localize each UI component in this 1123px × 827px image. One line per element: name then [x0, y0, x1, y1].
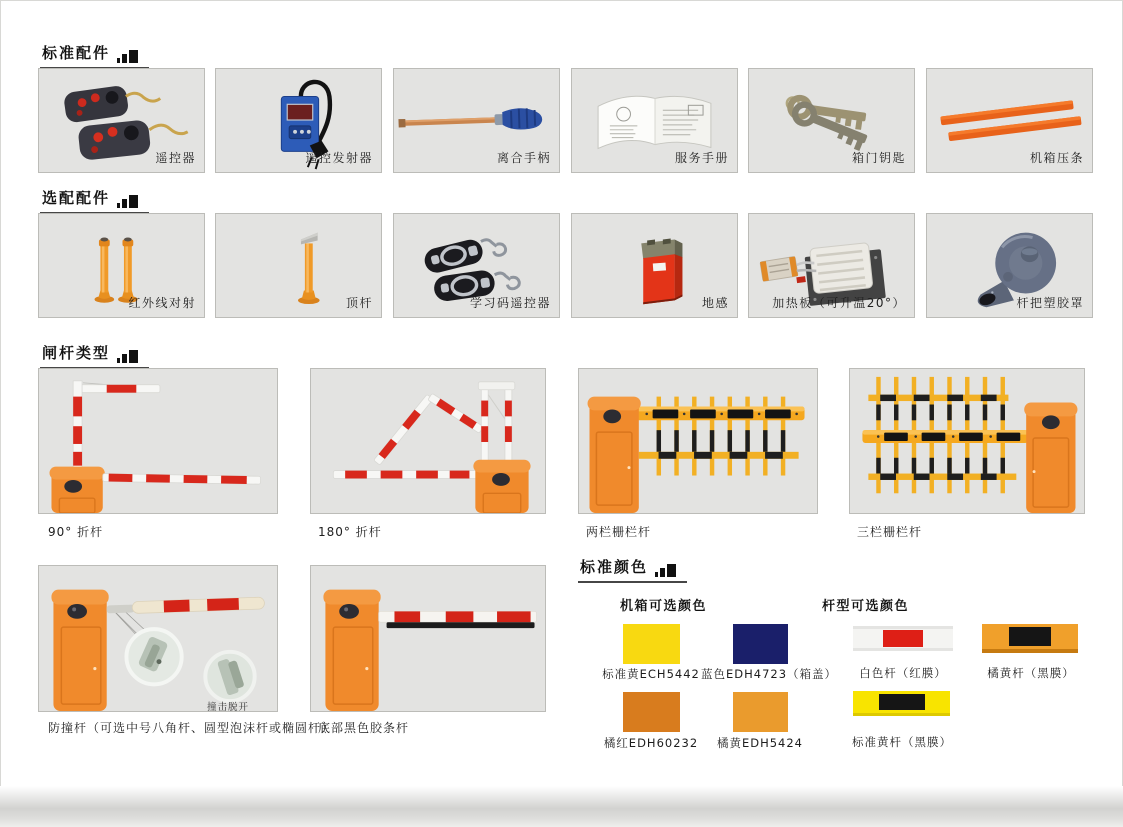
product-card-infrared [38, 213, 205, 318]
bars-icon [655, 563, 677, 577]
color-swatch-label: 橘黄EDH5424 [716, 736, 804, 750]
product-card-strip [926, 68, 1093, 173]
section-header-colors [578, 556, 687, 583]
barrier-caption-fence2: 两栏栅栏杆 [586, 525, 652, 539]
product-card-remote [38, 68, 205, 173]
product-card-learning-remote [393, 213, 560, 318]
product-label: 红外线对射 [128, 296, 196, 310]
bars-icon [117, 349, 139, 363]
product-label: 学习码遥控器 [469, 296, 551, 310]
section-header-standard [40, 42, 149, 69]
product-card-grip-cover [926, 213, 1093, 318]
fence-3rail-image [850, 369, 1084, 513]
product-card-top-rod [215, 213, 382, 318]
rod-swatch-label: 橘黄杆（黑膜） [987, 666, 1075, 680]
product-label: 离合手柄 [496, 151, 551, 165]
product-card-key [748, 68, 915, 173]
color-swatch-orange-yellow [733, 692, 788, 732]
barrier-card-fence-2rail [578, 368, 818, 514]
barrier-180-fold-image [311, 369, 545, 513]
barrier-card-180-fold [310, 368, 546, 514]
rod-film [883, 630, 923, 647]
barrier-card-rubber-strip [310, 565, 546, 712]
rod-swatch-white-red [853, 626, 953, 651]
product-card-ground-sensor [571, 213, 738, 318]
rubber-strip-rod-image [311, 566, 545, 711]
section-title: 选配配件 [42, 189, 111, 207]
section-header-optional [40, 187, 149, 214]
barrier-caption-90: 90° 折杆 [48, 525, 104, 539]
product-label: 加热板（可升温20°） [772, 296, 906, 310]
product-label: 箱门钥匙 [851, 151, 906, 165]
product-card-heating-plate [748, 213, 915, 318]
product-label: 遥控发射器 [305, 151, 373, 165]
rod-swatch-yellow-black [853, 691, 950, 716]
product-label: 服务手册 [674, 151, 729, 165]
section-title: 标准配件 [42, 44, 111, 62]
barrier-caption-crash: 防撞杆（可选中号八角杆、圆型泡沫杆或椭圆杆） [48, 721, 335, 735]
product-card-transmitter [215, 68, 382, 173]
bars-icon [117, 49, 139, 63]
product-card-clutch-handle [393, 68, 560, 173]
color-swatch-label: 标准黄ECH5442 [602, 667, 700, 681]
barrier-card-crash-rod [38, 565, 278, 712]
product-label: 遥控器 [155, 151, 196, 165]
crash-rod-image [39, 566, 277, 711]
rod-film [1009, 627, 1051, 646]
barrier-caption-180: 180° 折杆 [318, 525, 382, 539]
product-card-manual [571, 68, 738, 173]
rod-swatch-label: 白色杆（红膜） [859, 666, 947, 680]
color-swatch-standard-yellow [623, 624, 680, 664]
rod-film [879, 694, 925, 710]
barrier-card-fence-3rail [849, 368, 1085, 514]
color-swatch-orange-red [623, 692, 680, 732]
crash-rod-note: 撞击脱开 [207, 702, 250, 713]
bars-icon [117, 194, 139, 208]
rod-swatch-label: 标准黄杆（黑膜） [852, 735, 952, 749]
section-title: 闸杆类型 [42, 344, 111, 362]
barrier-card-90-fold [38, 368, 278, 514]
product-label: 机箱压条 [1029, 151, 1084, 165]
color-swatch-blue [733, 624, 788, 664]
barrier-caption-fence3: 三栏栅栏杆 [857, 525, 923, 539]
color-swatch-label: 蓝色EDH4723（箱盖） [701, 667, 838, 681]
product-label: 杆把塑胶罩 [1016, 296, 1084, 310]
section-header-rod-types [40, 342, 149, 369]
product-label: 顶杆 [345, 296, 373, 310]
barrier-caption-rubber: 底部黑色胶条杆 [318, 721, 410, 735]
section-title: 标准颜色 [580, 558, 649, 576]
product-label: 地感 [701, 296, 729, 310]
color-swatch-label: 橘红EDH60232 [603, 736, 699, 750]
barrier-90-fold-image [39, 369, 277, 513]
cabinet-colors-title: 机箱可选颜色 [620, 599, 708, 614]
page-bottom-shadow [0, 786, 1123, 827]
rod-swatch-orange-black [982, 624, 1078, 653]
rod-colors-title: 杆型可选颜色 [822, 599, 910, 614]
fence-2rail-image [579, 369, 817, 513]
